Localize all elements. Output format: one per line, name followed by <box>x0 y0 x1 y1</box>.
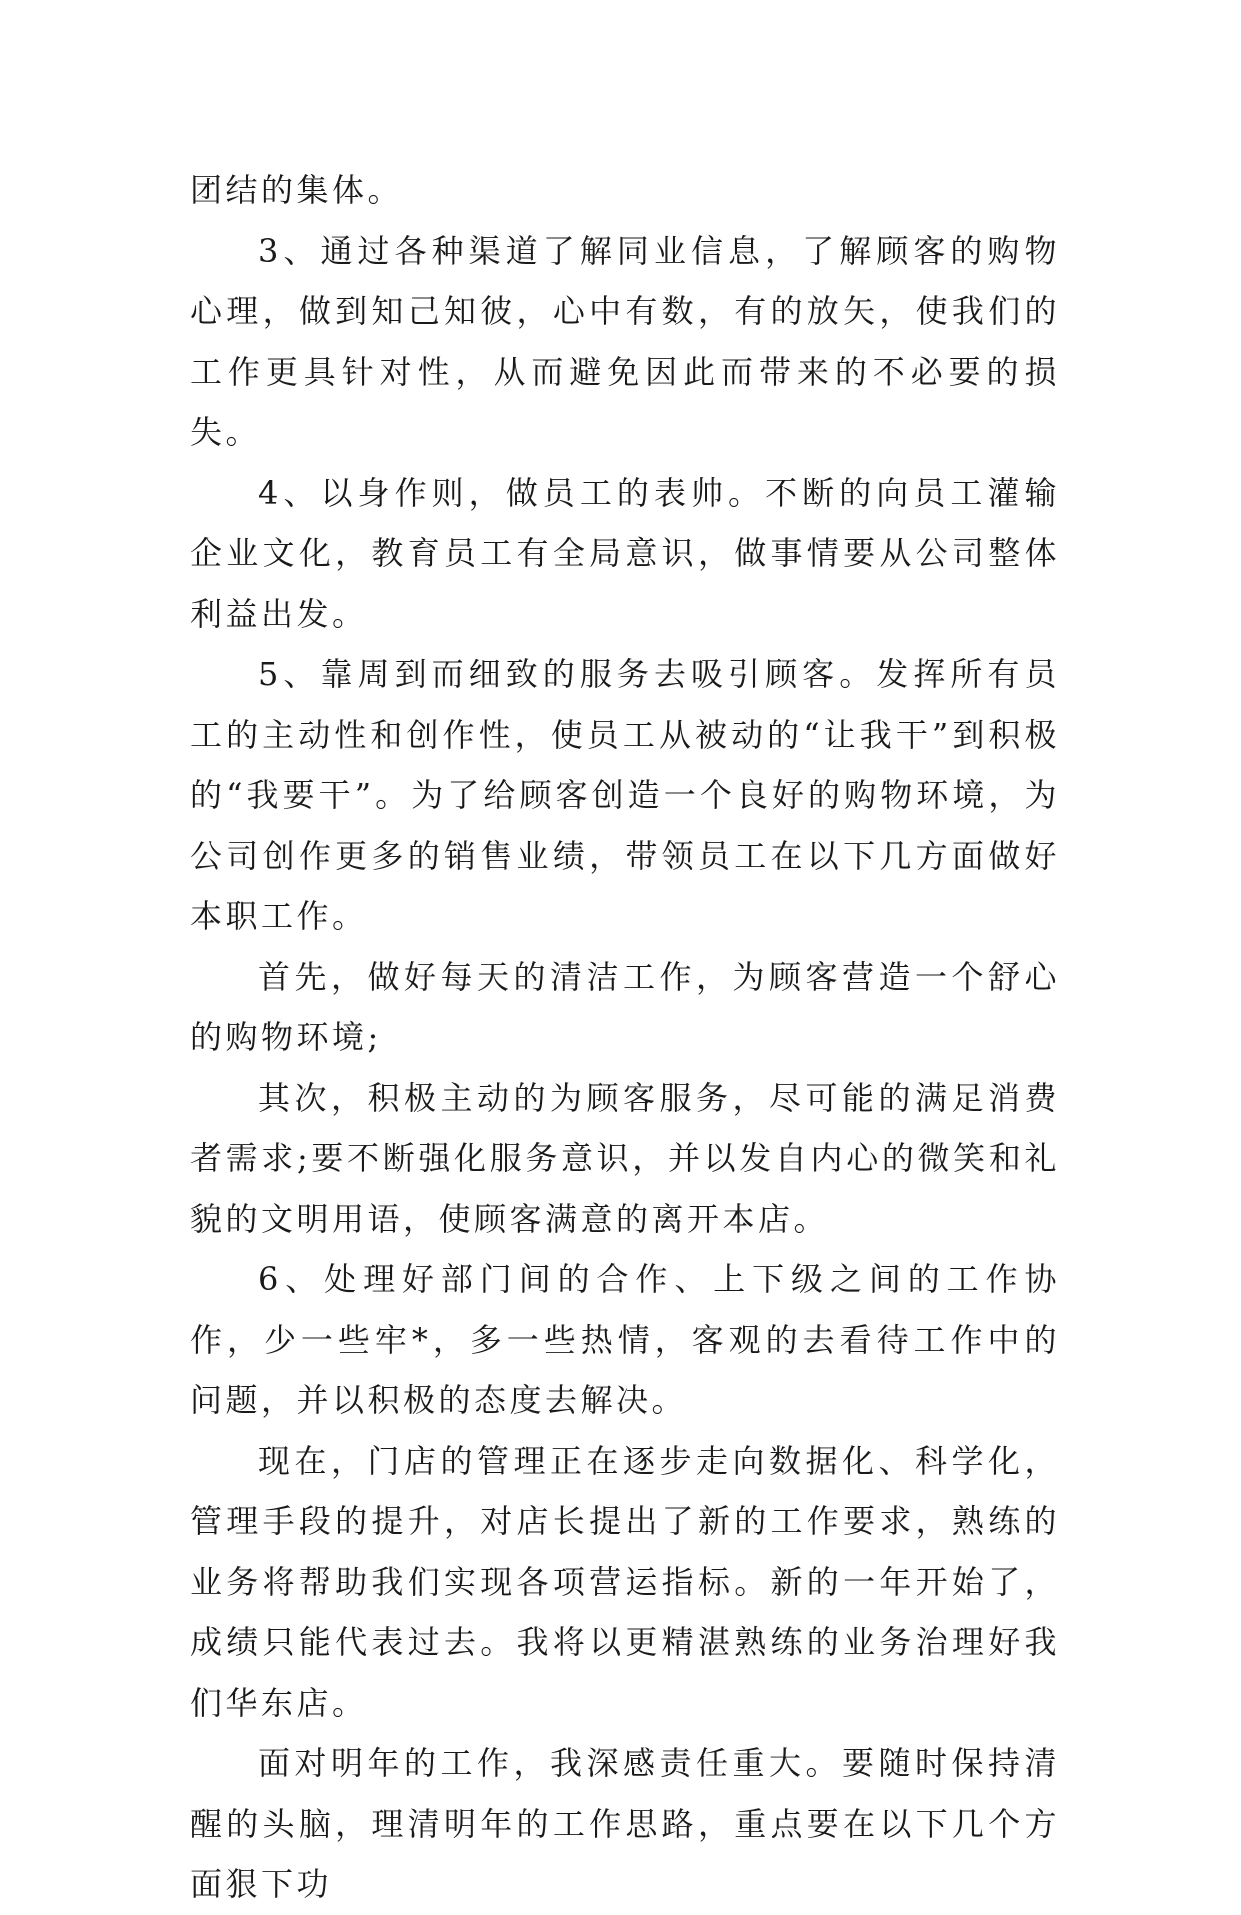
paragraph-item-3: 3、通过各种渠道了解同业信息，了解顾客的购物心理，做到知己知彼，心中有数，有的放矢，使我们的工作更具针对性，从而避免因此而带来的不必要的损失。 <box>190 231 1060 451</box>
paragraph-first: 首先，做好每天的清洁工作，为顾客营造一个舒心的购物环境; <box>190 957 1060 1056</box>
paragraph-next-year: 面对明年的工作，我深感责任重大。要随时保持清醒的头脑，理清明年的工作思路，重点要在以下几个方面狠下功 <box>190 1744 1060 1903</box>
paragraph-continuation: 团结的集体。 <box>190 171 404 209</box>
paragraph-second: 其次，积极主动的为顾客服务，尽可能的满足消费者需求;要不断强化服务意识，并以发自内心的微笑和礼貌的文明用语，使顾客满意的离开本店。 <box>190 1078 1060 1238</box>
paragraph-item-5: 5、靠周到而细致的服务去吸引顾客。发挥所有员工的主动性和创作性，使员工从被动的“让我干”到积极的“我要干”。为了给顾客创造一个良好的购物环境，为公司创作更多的销售业绩，带领员工在以下几方面做好本职工作。 <box>190 655 1060 935</box>
paragraph-current-status: 现在，门店的管理正在逐步走向数据化、科学化，管理手段的提升，对店长提出了新的工作要求，熟练的业务将帮助我们实现各项营运指标。新的一年开始了，成绩只能代表过去。我将以更精湛熟练的业务治理好我们华东店。 <box>190 1441 1060 1722</box>
paragraph-item-6: 6、处理好部门间的合作、上下级之间的工作协作，少一些牢*，多一些热情，客观的去看待工作中的问题，并以积极的态度去解决。 <box>190 1260 1060 1419</box>
document-body <box>190 160 1060 1915</box>
paragraph-item-4: 4、以身作则，做员工的表帅。不断的向员工灌输企业文化，教育员工有全局意识，做事情要从公司整体利益出发。 <box>190 473 1060 633</box>
